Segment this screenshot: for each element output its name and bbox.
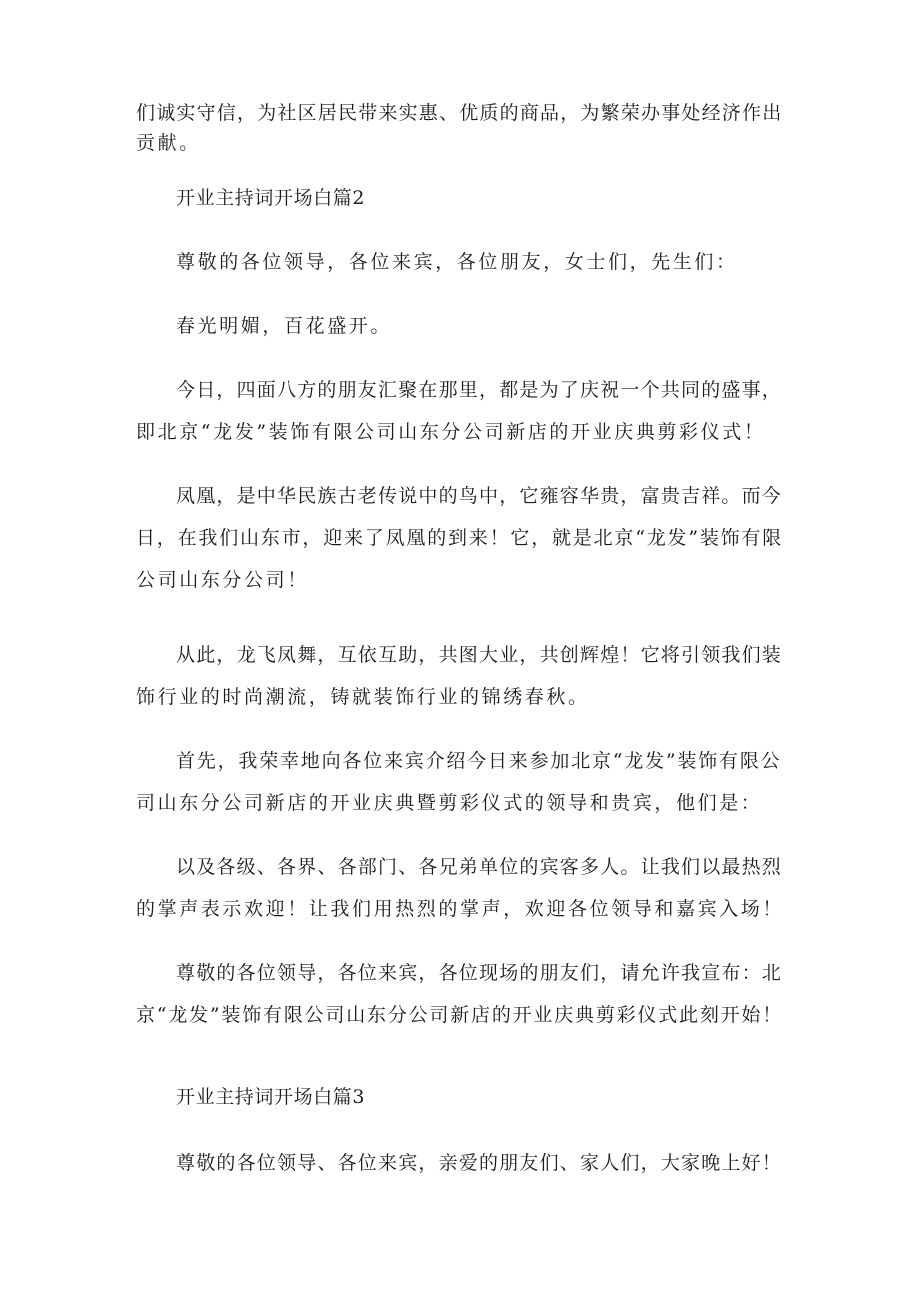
text-line: 春光明媚，百花盛开。 xyxy=(176,315,393,337)
paragraph-dragon-phoenix xyxy=(136,640,786,712)
text-line: 尊敬的各位领导、各位来宾，亲爱的朋友们、家人们，大家晚上好！ xyxy=(176,1152,783,1174)
heading-text: 开业主持词开场白篇3 xyxy=(176,1086,366,1108)
paragraph-announcement xyxy=(136,958,786,1030)
text-line: 尊敬的各位领导，各位来宾，各位朋友，女士们，先生们： xyxy=(176,251,738,273)
paragraph-welcome xyxy=(136,852,786,924)
text-line: 即北京“龙发”装饰有限公司山东分公司新店的开业庆典剪彩仪式！ xyxy=(136,421,766,443)
text-line: 京“龙发”装饰有限公司山东分公司新店的开业庆典剪彩仪式此刻开始！ xyxy=(136,1004,784,1026)
paragraph-spring xyxy=(136,311,786,341)
text-line: 凤凰，是中华民族古老传说中的鸟中，它雍容华贵，富贵吉祥。而今 xyxy=(176,485,783,507)
text-line: 首先，我荣幸地向各位来宾介绍今日来参加北京“龙发”装饰有限公 xyxy=(176,750,782,772)
text-line: 贡献。 xyxy=(136,132,201,154)
paragraph-greeting xyxy=(136,247,786,277)
paragraph-intro-continuation xyxy=(136,98,786,158)
text-line: 们诚实守信，为社区居民带来实惠、优质的商品，为繁荣办事处经济作出 xyxy=(136,102,783,124)
text-line: 的掌声表示欢迎！让我们用热烈的掌声，欢迎各位领导和嘉宾入场！ xyxy=(136,898,785,920)
heading-text: 开业主持词开场白篇2 xyxy=(176,187,366,209)
text-line: 司山东分公司新店的开业庆典暨剪彩仪式的领导和贵宾，他们是： xyxy=(136,792,763,814)
paragraph-gathering xyxy=(136,375,786,447)
section-heading-2 xyxy=(136,183,786,213)
text-line: 尊敬的各位领导，各位来宾，各位现场的朋友们，请允许我宣布：北 xyxy=(176,962,783,984)
text-line: 从此，龙飞凤舞，互依互助，共图大业，共创辉煌！它将引领我们装 xyxy=(176,644,783,666)
text-line: 公司山东分公司！ xyxy=(136,569,309,591)
text-line: 今日，四面八方的朋友汇聚在那里，都是为了庆祝一个共同的盛事， xyxy=(176,379,783,401)
paragraph-introduction xyxy=(136,746,786,818)
text-line: 以及各级、各界、各部门、各兄弟单位的宾客多人。让我们以最热烈 xyxy=(176,856,783,878)
paragraph-evening-greeting xyxy=(136,1148,786,1178)
section-heading-3 xyxy=(136,1082,786,1112)
text-line: 日，在我们山东市，迎来了凤凰的到来！它，就是北京“龙发”装饰有限 xyxy=(136,527,784,549)
paragraph-phoenix xyxy=(136,481,786,595)
text-line: 饰行业的时尚潮流，铸就装饰行业的锦绣春秋。 xyxy=(136,686,590,708)
